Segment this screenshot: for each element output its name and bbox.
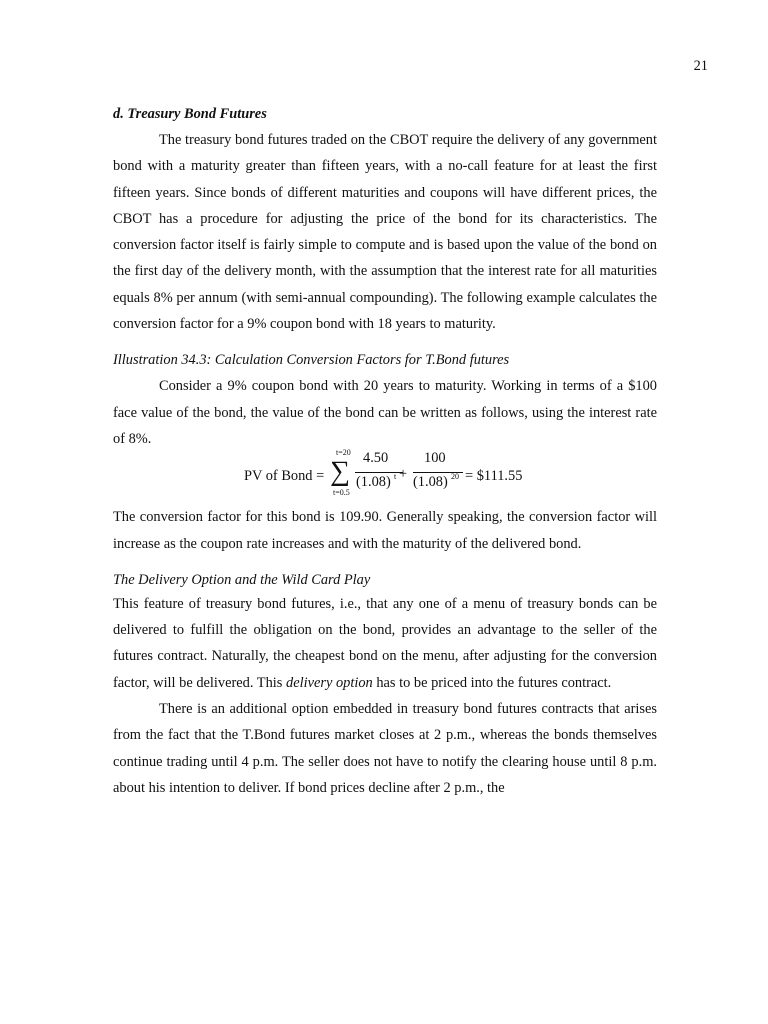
- delivery-option-term: delivery option: [286, 674, 373, 691]
- section-paragraph: The treasury bond futures traded on the CBOT require the delivery of any government bond with a maturity greater than fifteen years, with a no-call feature for at least the first fifteen years. Since bonds of different maturities and coupons will have different prices, the CBOT has a procedure for adjusting the price of the bond for its characteristics. The conversion factor itself is fairly simple to compute and is based upon the value of the bond on the first day of the delivery month, with the assumption that the interest rate for all maturities equals 8% per annum (with semi-annual compounding). The following example calculates the conversion factor for a 9% coupon bond with 18 years to maturity.: [113, 132, 657, 333]
- illustration-heading: Illustration 34.3: Calculation Conversion Factors for T.Bond futures: [113, 352, 510, 369]
- formula-denominator-2: (1.08): [413, 474, 448, 491]
- section-heading: d. Treasury Bond Futures: [113, 106, 267, 122]
- delivery-text-b: has to be priced into the futures contract.: [372, 674, 612, 691]
- delivery-paragraph-2: There is an additional option embedded in treasury bond futures contracts that arises from the fact that the T.Bond futures market closes at 2 p.m., whereas the bonds themselves continue trading until 4 p.m. The seller does not have to notify the clearing house until 8 p.m. about his intention to deliver. If bond prices decline after 2 p.m., the: [113, 701, 657, 796]
- formula-exponent-1: t: [394, 472, 397, 482]
- formula-sum-lower: t=0.5: [333, 488, 350, 498]
- delivery-heading: The Delivery Option and the Wild Card Play: [113, 571, 371, 588]
- sigma-symbol: ∑: [330, 456, 350, 488]
- delivery-text-a: This feature of treasury bond futures, i.e., that any one of a menu of treasury bonds can be delivered to fulfill the obligation on the bond, provides an advantage to the seller of the futures contract. Naturally, the cheapest bond on the menu, after adjusting for the conversion factor, will be delivered. This: [113, 595, 657, 691]
- pv-bond-formula: [113, 448, 657, 502]
- formula-numerator-1: 4.50: [363, 450, 389, 467]
- conversion-factor-paragraph: The conversion factor for this bond is 109.90. Generally speaking, the conversion factor will increase as the coupon rate increases and with the maturity of the delivered bond.: [113, 509, 657, 552]
- illustration-paragraph: Consider a 9% coupon bond with 20 years to maturity. Working in terms of a $100 face value of the bond, the value of the bond can be written as follows, using the interest rate of 8%.: [113, 378, 657, 447]
- delivery-paragraph-1: [113, 591, 657, 696]
- formula-numerator-2: 100: [424, 450, 446, 467]
- formula-sum-upper: t=20: [336, 448, 351, 458]
- formula-lhs: PV of Bond =: [244, 468, 325, 485]
- formula-denominator-1: (1.08): [356, 474, 391, 491]
- formula-rhs: = $111.55: [465, 468, 523, 485]
- formula-plus: +: [399, 466, 408, 483]
- page-number: 21: [693, 58, 708, 74]
- document-body: [113, 103, 657, 801]
- formula-exponent-2: 20: [451, 472, 459, 482]
